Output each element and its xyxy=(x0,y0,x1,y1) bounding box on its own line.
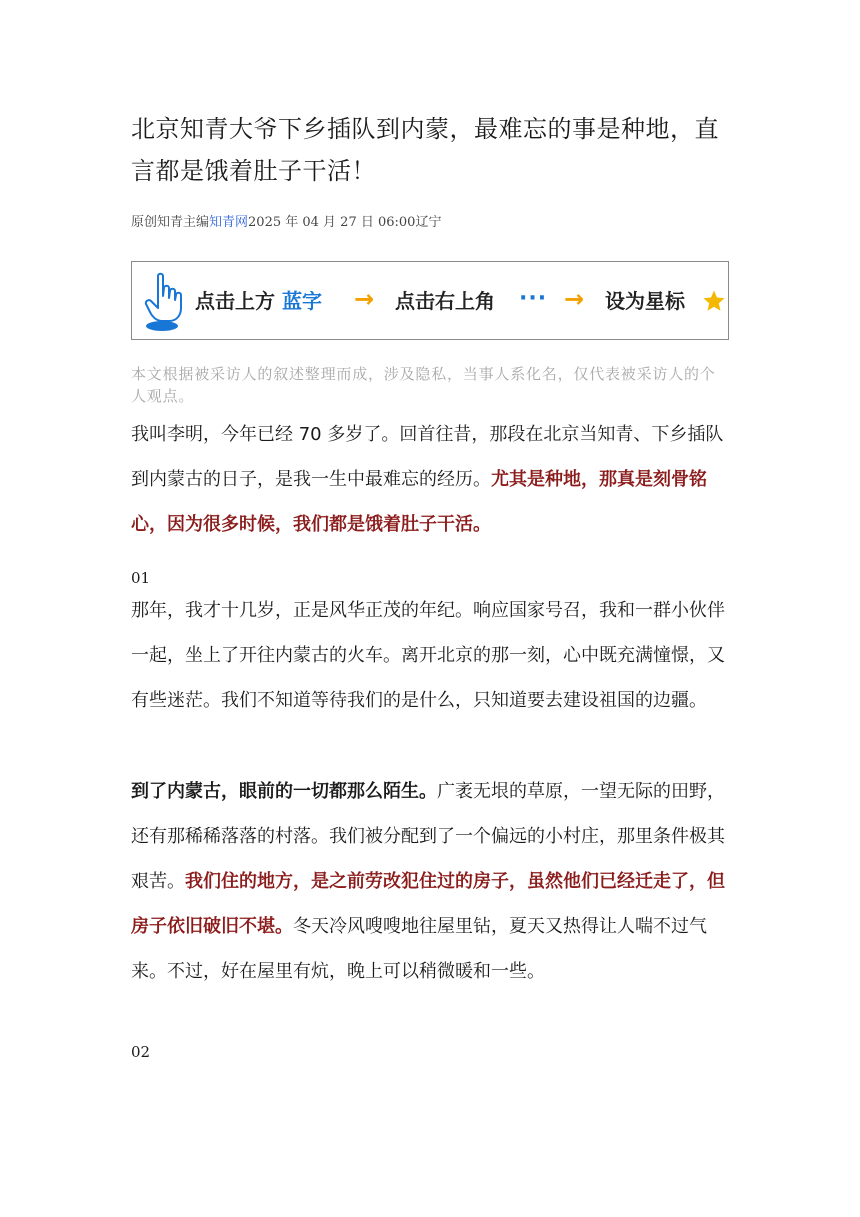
banner-blue-word: 蓝字 xyxy=(281,289,322,313)
star-icon xyxy=(702,289,726,313)
paragraph-highlight: 我们住的地方，是之前劳改犯住过的房子，虽然他们已经迁走了，但房子依旧破旧不堪。 xyxy=(131,871,725,937)
more-dots-icon: ··· xyxy=(519,286,548,311)
pointing-hand-icon xyxy=(142,270,186,334)
banner-step-star: 设为星标 xyxy=(605,289,685,313)
arrow-right-icon: → xyxy=(354,285,375,313)
intro-highlight: 尤其是种地，那真是刻骨铭心，因为很多时候，我们都是饿着肚子干活。 xyxy=(131,469,707,535)
paragraph-bold-lead: 到了内蒙古，眼前的一切都那么陌生。 xyxy=(131,781,437,802)
article-title: 北京知青大爷下乡插队到内蒙，最难忘的事是种地，直言都是饿着肚子干活！ xyxy=(131,115,719,185)
meta-author: 原创知青主编 xyxy=(131,215,210,230)
disclaimer-text: 本文根据被采访人的叙述整理而成，涉及隐私，当事人系化名，仅代表被采访人的个人观点。 xyxy=(131,365,716,405)
intro-paragraph: 我叫李明，今年已经 70 多岁了。回首往昔，那段在北京当知青、下乡插队到内蒙古的日子，是我一生中最难忘的经历。尤其是种地，那真是刻骨铭心，因为很多时候，我们都是饿着肚子干活。 xyxy=(131,424,724,535)
section1-paragraph-1: 那年，我才十几岁，正是风华正茂的年纪。响应国家号召，我和一群小伙伴一起，坐上了开往内蒙古的火车。离开北京的那一刻，心中既充满憧憬，又有些迷茫。我们不知道等待我们的是什么，只知道要去建设祖国的边疆。 xyxy=(131,600,725,711)
follow-banner xyxy=(131,261,729,340)
meta-account-link[interactable]: 知青网 xyxy=(209,215,249,230)
section-number-02: 02 xyxy=(131,1043,151,1061)
section-number-01: 01 xyxy=(131,569,151,587)
meta-location: 辽宁 xyxy=(415,215,442,230)
meta-date: 2025 年 04 月 27 日 06:00 xyxy=(248,215,416,230)
banner-step-click-corner: 点击右上角 xyxy=(395,289,495,313)
banner-step-click-top: 点击上方 蓝字 xyxy=(195,289,322,313)
section1-paragraph-2: 到了内蒙古，眼前的一切都那么陌生。广袤无垠的草原，一望无际的田野，还有那稀稀落落的村落。我们被分配到了一个偏远的小村庄，那里条件极其艰苦。我们住的地方，是之前劳改犯住过的房子，虽然他们已经迁走了，但房子依旧破旧不堪。冬天冷风嗖嗖地往屋里钻，夏天又热得让人喘不过气来。不过，好在屋里有炕，晚上可以稍微暖和一些。 xyxy=(131,781,725,982)
arrow-right-icon: → xyxy=(564,285,585,313)
article-meta xyxy=(131,211,441,230)
